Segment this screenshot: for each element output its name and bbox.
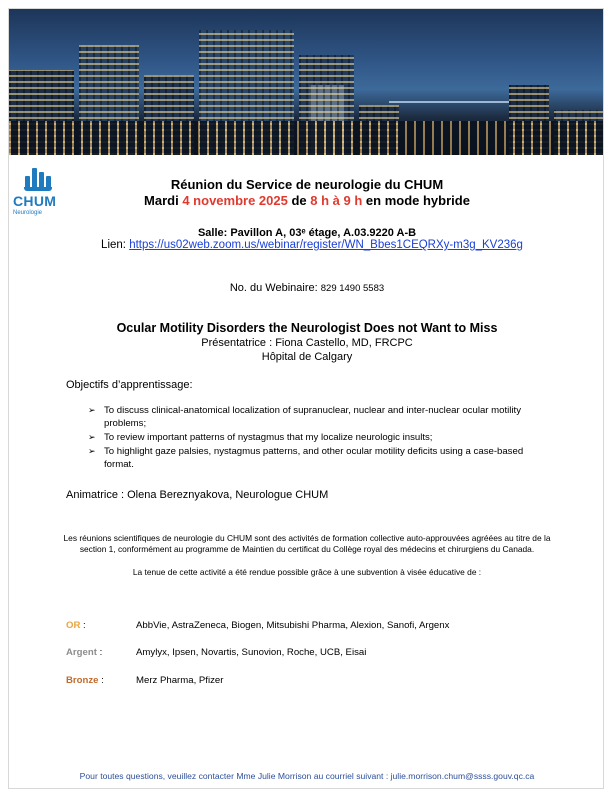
event-title: Réunion du Service de neurologie du CHUM (170, 177, 444, 192)
objective-item: ➢ To review important patterns of nystagmus that my localize neurologic insults; (88, 431, 538, 444)
contact-footer: Pour toutes questions, veuillez contacter Mme Julie Morrison au courriel suivant : julie.morrison.chum@ssss.gouv.qc.ca (79, 771, 535, 781)
event-time: 8 h à 9 h (310, 193, 363, 208)
webinar-number: 829 1490 5583 (320, 283, 385, 294)
accreditation-text: Les réunions scientifiques de neurologie du CHUM sont des activités de formation collective auto-approuvées agréées au titre de la section 1, conformément au programme de Maintien du certificat du Collège royal des médecins et chirurgiens du Canada. (63, 533, 551, 554)
sponsor-or-label: OR : (66, 620, 86, 631)
talk-hospital: Hôpital de Calgary (261, 351, 353, 363)
logo-dept: Neurologie (13, 210, 43, 216)
grant-text: La tenue de cette activité a été rendue possible grâce à une subvention à visée éducative de : (132, 567, 482, 577)
sponsor-or-value: AbbVie, AstraZeneca, Biogen, Mitsubishi Pharma, Alexion, Sanofi, Argenx (136, 620, 450, 631)
event-link-line: Lien: https://us02web.zoom.us/webinar/register/WN_Bbes1CEQRXy-m3g_KV236g (101, 239, 523, 251)
sponsor-bronze-label: Bronze : (66, 675, 104, 686)
talk-title: Ocular Motility Disorders the Neurologist Does not Want to Miss (116, 321, 498, 335)
objectives-list (88, 404, 538, 472)
event-date: Mardi 4 novembre 2025 de 8 h à 9 h en mode hybride (144, 193, 470, 208)
webinar-number-line: No. du Webinaire: 829 1490 5583 (229, 282, 385, 294)
talk-presenter: Présentatrice : Fiona Castello, MD, FRCPC (201, 337, 413, 349)
sponsor-argent-label: Argent : (66, 647, 103, 658)
sponsor-argent-value: Amylyx, Ipsen, Novartis, Sunovion, Roche, UCB, Eisai (136, 647, 367, 658)
objective-item: ➢ To discuss clinical-anatomical localization of supranuclear, nuclear and inter-nuclear ocular motility problems; (88, 404, 538, 430)
webinar-registration-link[interactable]: https://us02web.zoom.us/webinar/register/WN_Bbes1CEQRXy-m3g_KV236g (129, 239, 523, 251)
objective-item: ➢ To highlight gaze palsies, nystagmus patterns, and other ocular motility deficits using a case-based format. (88, 445, 538, 471)
animatrice: Animatrice : Olena Bereznyakova, Neurologue CHUM (66, 489, 329, 501)
event-room: Salle: Pavillon A, 03ᵉ étage, A.03.9220 A-B (197, 227, 417, 239)
sponsor-bronze-value: Merz Pharma, Pfizer (136, 675, 224, 686)
event-day: 4 novembre 2025 (182, 193, 288, 208)
city-skyline-banner (9, 9, 603, 155)
objectives-heading: Objectifs d’apprentissage: (66, 379, 193, 391)
logo-name: CHUM (13, 193, 57, 209)
